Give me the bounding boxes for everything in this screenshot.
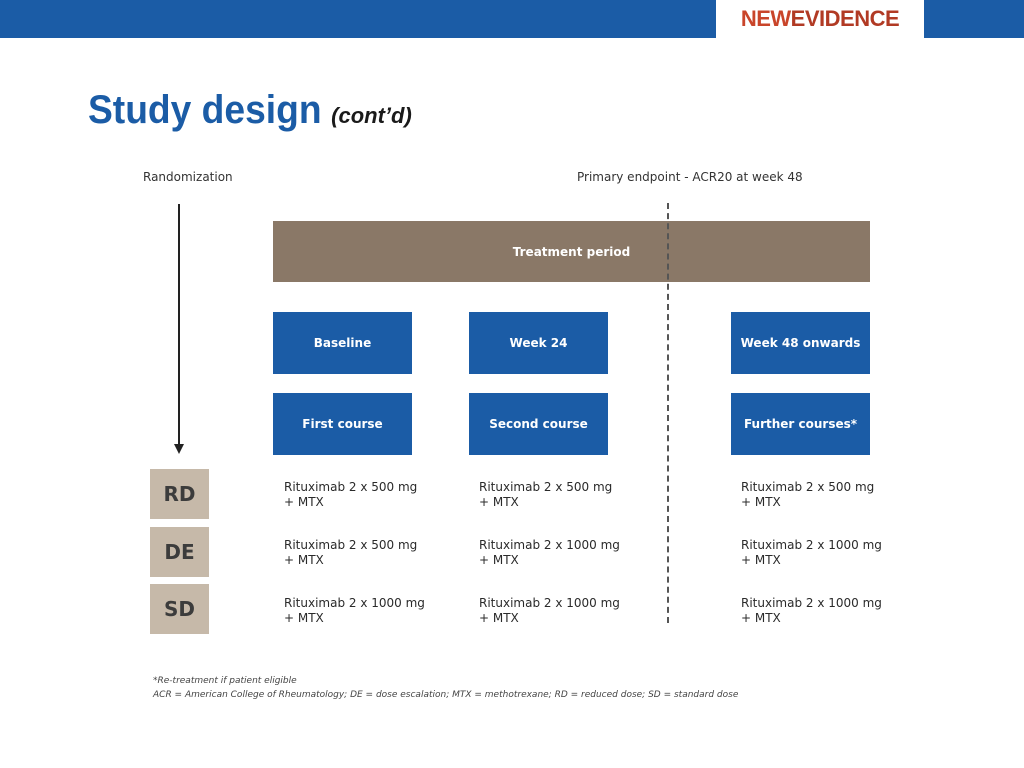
dose-text: Rituximab 2 x 500 mg	[284, 538, 418, 552]
randomization-arrow-line	[178, 204, 180, 446]
dose-text: Rituximab 2 x 1000 mg	[284, 596, 425, 610]
dose-text-mtx: + MTX	[741, 611, 781, 625]
logo-evidence-text: EVIDENCE	[790, 6, 900, 31]
dose-text: Rituximab 2 x 500 mg	[284, 480, 418, 494]
timepoint-label: Week 48 onwards	[740, 336, 861, 350]
dose-text: Rituximab 2 x 1000 mg	[479, 596, 620, 610]
slide-title: Study design	[88, 88, 322, 132]
dose-cell-sd-second	[479, 596, 620, 626]
course-box-further	[731, 393, 870, 455]
dose-text-mtx: + MTX	[741, 495, 781, 509]
dose-text-mtx: + MTX	[284, 495, 324, 509]
dose-text-mtx: + MTX	[479, 553, 519, 567]
treatment-period-bar	[273, 221, 870, 282]
timepoint-label: Baseline	[313, 336, 372, 350]
arm-label: RD	[163, 482, 196, 506]
course-box-first	[273, 393, 412, 455]
dose-text-mtx: + MTX	[479, 611, 519, 625]
timepoint-box-week-24	[469, 312, 608, 374]
arm-badge-de	[150, 527, 209, 577]
arrow-down-icon	[174, 444, 184, 454]
treatment-period-label: Treatment period	[512, 244, 631, 259]
dose-cell-sd-first	[284, 596, 425, 626]
dose-cell-de-second	[479, 538, 620, 568]
arm-badge-sd	[150, 584, 209, 634]
dose-text-mtx: + MTX	[284, 553, 324, 567]
timepoint-label: Week 24	[509, 336, 568, 350]
course-box-second	[469, 393, 608, 455]
dose-cell-rd-further	[741, 480, 874, 510]
slide-title-group	[88, 88, 412, 133]
dose-cell-de-further	[741, 538, 882, 568]
dose-text-mtx: + MTX	[479, 495, 519, 509]
timepoint-box-week-48-onwards	[731, 312, 870, 374]
slide-title-suffix: (cont’d)	[331, 103, 412, 128]
endpoint-dashed-line	[667, 203, 669, 623]
dose-text: Rituximab 2 x 1000 mg	[741, 538, 882, 552]
logo-new-text: NEW	[740, 6, 791, 31]
dose-text: Rituximab 2 x 500 mg	[479, 480, 613, 494]
footnote-retreatment: *Re-treatment if patient eligible	[153, 676, 297, 686]
dose-cell-sd-further	[741, 596, 882, 626]
dose-cell-rd-second	[479, 480, 612, 510]
course-label: Second course	[489, 417, 588, 431]
dose-cell-rd-first	[284, 480, 417, 510]
footnote-abbreviations: ACR = American College of Rheumatology; DE = dose escalation; MTX = methotrexane; RD = reduced dose; SD = standard dose	[153, 690, 739, 700]
dose-text-mtx: + MTX	[741, 553, 781, 567]
dose-text-mtx: + MTX	[284, 611, 324, 625]
logo-container	[716, 0, 924, 38]
randomization-label: Randomization	[143, 170, 233, 184]
course-label: First course	[302, 417, 383, 431]
primary-endpoint-label: Primary endpoint - ACR20 at week 48	[577, 170, 803, 184]
newevidence-logo	[741, 8, 899, 30]
course-label: Further courses*	[743, 417, 858, 431]
timepoint-box-baseline	[273, 312, 412, 374]
arm-label: SD	[163, 597, 195, 621]
dose-text: Rituximab 2 x 500 mg	[741, 480, 875, 494]
dose-text: Rituximab 2 x 1000 mg	[479, 538, 620, 552]
dose-cell-de-first	[284, 538, 417, 568]
dose-text: Rituximab 2 x 1000 mg	[741, 596, 882, 610]
arm-badge-rd	[150, 469, 209, 519]
arm-label: DE	[164, 540, 195, 564]
